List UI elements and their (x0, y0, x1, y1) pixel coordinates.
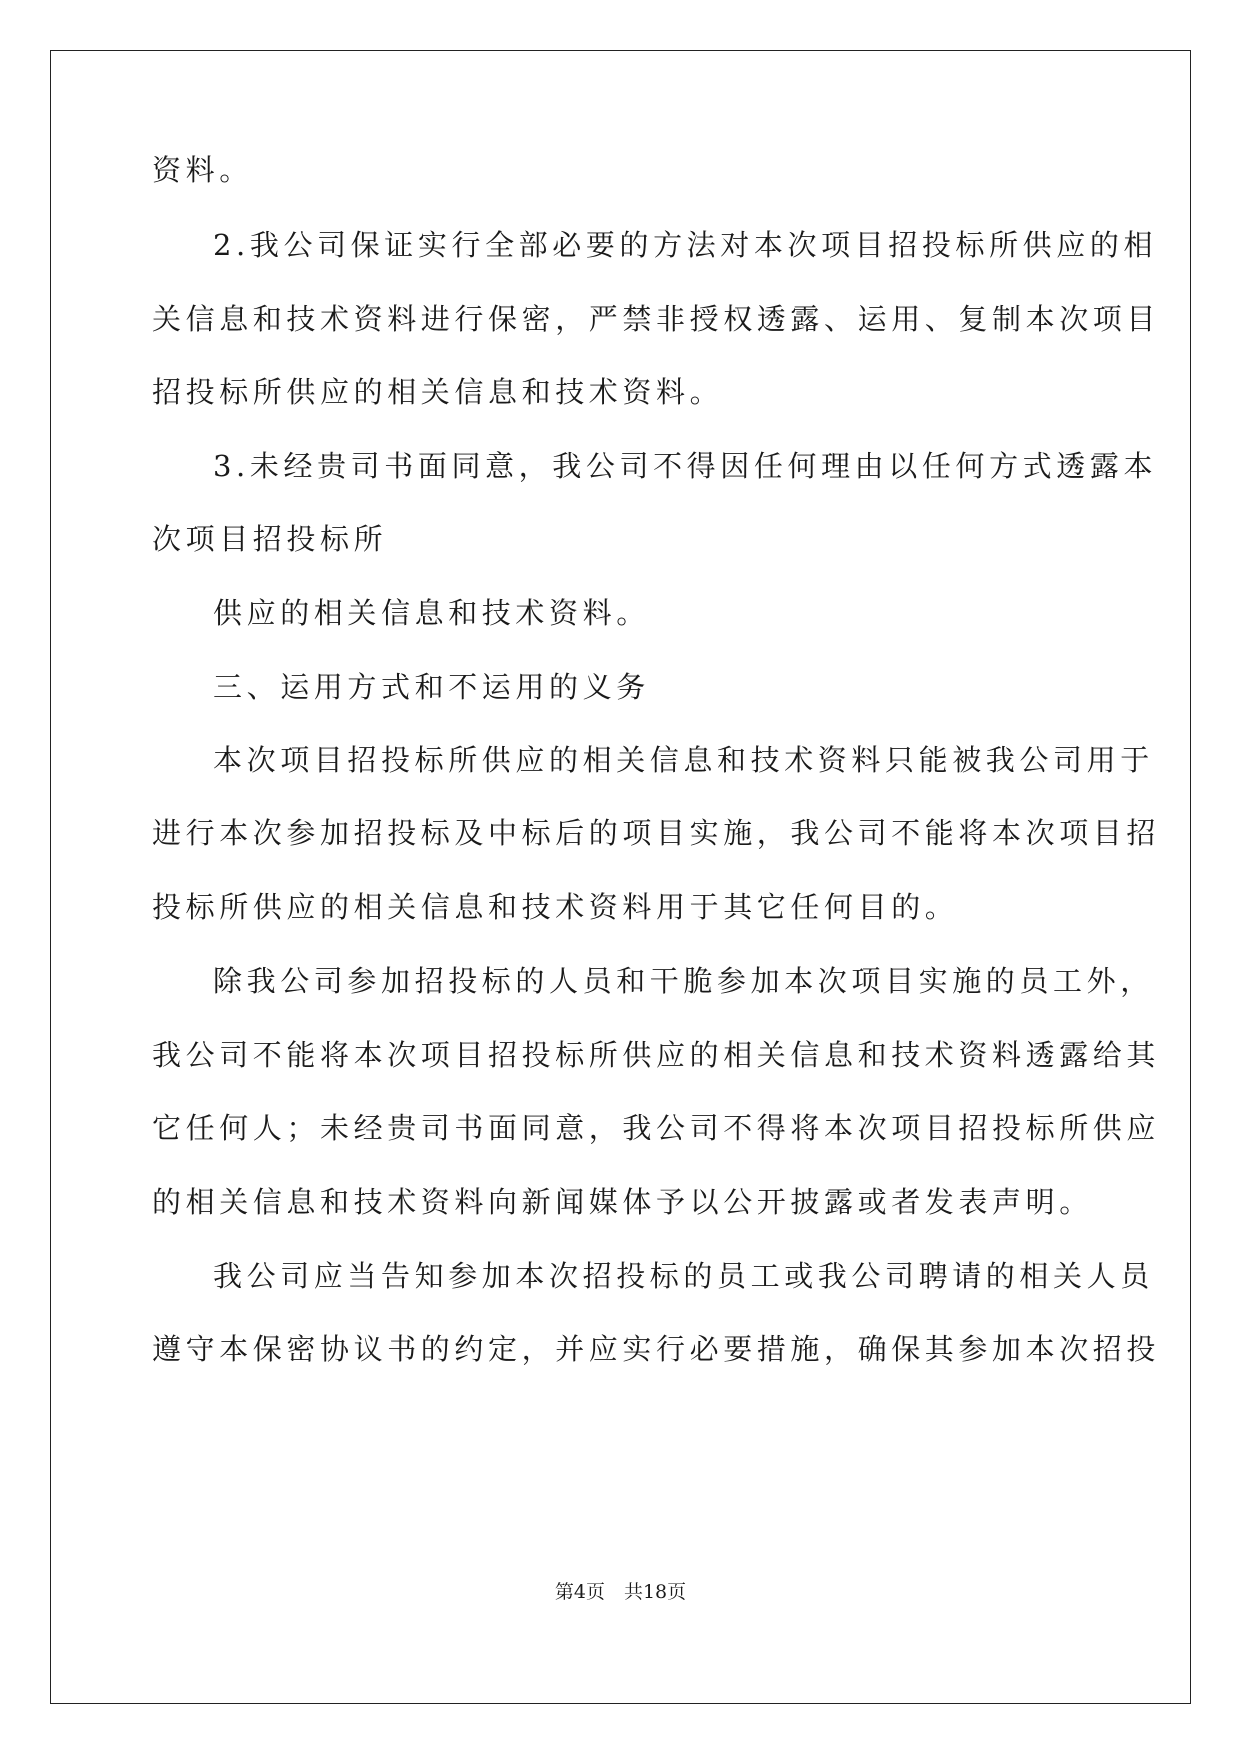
text-line-13: 我公司不能将本次项目招投标所供应的相关信息和技术资料透露给其 (152, 1038, 1161, 1072)
text-line-11: 投标所供应的相关信息和技术资料用于其它任何目的。 (152, 890, 959, 924)
text-line-7: 供应的相关信息和技术资料。 (213, 596, 650, 630)
text-line-3: 关信息和技术资料进行保密，严禁非授权透露、运用、复制本次项目 (152, 302, 1161, 336)
text-line-10: 进行本次参加招投标及中标后的项目实施，我公司不能将本次项目招 (152, 816, 1161, 850)
text-line-1: 资料。 (152, 153, 253, 187)
text-line-16: 我公司应当告知参加本次招投标的员工或我公司聘请的相关人员 (213, 1259, 1154, 1293)
section-heading: 三、运用方式和不运用的义务 (213, 670, 650, 704)
text-line-2: 2.我公司保证实行全部必要的方法对本次项目招投标所供应的相 (213, 228, 1158, 262)
text-line-15: 的相关信息和技术资料向新闻媒体予以公开披露或者发表声明。 (152, 1185, 1093, 1219)
text-line-6: 次项目招投标所 (152, 522, 388, 556)
text-line-12: 除我公司参加招投标的人员和干脆参加本次项目实施的员工外， (213, 964, 1154, 998)
text-line-4: 招投标所供应的相关信息和技术资料。 (152, 375, 724, 409)
text-line-14: 它任何人；未经贵司书面同意，我公司不得将本次项目招投标所供应 (152, 1111, 1161, 1145)
text-line-9: 本次项目招投标所供应的相关信息和技术资料只能被我公司用于 (213, 743, 1154, 777)
text-line-5: 3.未经贵司书面同意，我公司不得因任何理由以任何方式透露本 (213, 449, 1158, 483)
text-line-17: 遵守本保密协议书的约定，并应实行必要措施，确保其参加本次招投 (152, 1332, 1161, 1366)
page-number-footer: 第4页 共18页 (554, 1581, 687, 1603)
